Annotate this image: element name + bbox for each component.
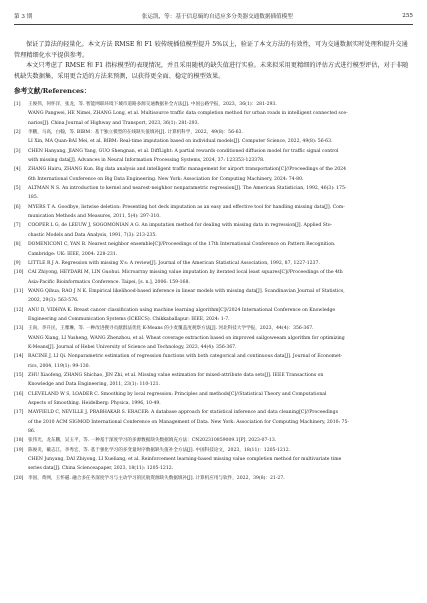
reference-line: 185. xyxy=(28,195,39,201)
reference-line: of the 2010 ACM SIGMOD International Conference on Management of Data. New York: Association for Computing Machinery, 2010: 75- xyxy=(28,419,349,425)
reference-item xyxy=(14,165,413,184)
reference-number: [12] xyxy=(14,307,24,313)
reference-line: CAI Zhiyong, HEYDARI M, LIN Guohui. Microarray missing value imputation by iterated local least squares[C]//Proceedings of the 4th xyxy=(28,270,343,276)
reference-text xyxy=(28,446,413,474)
reference-text xyxy=(28,324,413,352)
reference-item xyxy=(14,371,413,390)
reference-text xyxy=(28,436,413,445)
reference-number: [9] xyxy=(14,260,21,266)
running-title: 张运凯，等：基于信息熵的自适应多分类器交通数据插值模型 xyxy=(141,14,293,20)
issue-label: 第 3 期 xyxy=(14,14,33,20)
reference-line: series data[J]. China Scienceapaper, 2023, 18(11): 1205-1212. xyxy=(28,466,174,472)
reference-line: chastic Models and Data Analysis, 1991, 7(3): 213-235. xyxy=(28,232,157,238)
reference-number: [10] xyxy=(14,270,24,276)
reference-line: Aspects of Smoothing. Heidelberg: Physica, 1996, 10-49. xyxy=(28,401,161,406)
reference-line: CHEN Hanyang, JIANG Yang, GUO Shengnan, et al. DiffLight: A partial rewards conditioned diffusion model for traffic signal control xyxy=(28,148,339,154)
reference-text xyxy=(28,184,413,203)
paragraph: 本文只考虑了 RMSE 和 F1 指标模型的表现情况，并且采用随机的缺失值进行实验。未来拟采用更精细的评估方式进行模型评估，对于非随机缺失数据集，采用更合适的方法来预测，以获得更全面、稳定的模型效果。 xyxy=(14,62,409,80)
references-heading: 参考文献/References： xyxy=(14,87,91,95)
reference-text xyxy=(28,287,413,306)
reference-number: [2] xyxy=(14,130,21,136)
reference-line: 86. xyxy=(28,429,36,435)
reference-item xyxy=(14,100,413,128)
page-number: 255 xyxy=(402,13,413,19)
reference-line: CLEVELAND W S, LOADER C. Smoothing by local regression: Principles and methods[C]//Statistical Theory and Computational xyxy=(28,391,327,397)
reference-text xyxy=(28,203,413,222)
reference-number: [14] xyxy=(14,354,24,360)
conclusion-text xyxy=(14,40,413,82)
reference-line: ALTMAN N S. An introduction to kernel and nearest-neighbor nonparametric regression[J]. The American Statistician, 1992, 46(3): 175- xyxy=(28,186,347,192)
reference-line: WANG Qihua, RAO J N K. Empirical likelihood-based inference in linear models with missing data[J]. Scandinavian Journal of Statistics, xyxy=(28,288,345,294)
reference-text xyxy=(28,147,413,166)
reference-line: 陈俊炎，戴志江，李秀宏，等. 基于强化学习的多变量时序数据缺失值补全方法[J]. 中国科技论文，2023，18(11)：1205-1212. xyxy=(28,447,291,453)
reference-line: WANG Xiang, LI Yusheng, WANG Zhenzhou, et al. Wheat coverage extraction based on improved sailgoweeam algorithm for optimizing xyxy=(28,335,345,341)
reference-line: with missing data[J]. Advances in Neural Information Processing Systems, 2024, 37: 123353-123378. xyxy=(28,158,265,164)
reference-text xyxy=(28,306,413,325)
reference-line: Cambridge: UK: IEEE, 2004: 228-231. xyxy=(28,251,118,257)
reference-item xyxy=(14,203,413,222)
reference-line: ANU D, VIDHYA K. Breast cancer classification using machine learning algorithm[C]//2024 International Conference on Knowledge xyxy=(28,307,336,313)
reference-line: rics, 2004, 119(1): 99-130. xyxy=(28,363,91,369)
reference-line: CHEN Junyang, DAI Zhiyong, LI Xueliang, et al. Reinforcement learning-based missing value completion method for multivariate time xyxy=(28,457,342,463)
reference-item xyxy=(14,446,413,474)
reference-item xyxy=(14,128,413,147)
reference-text xyxy=(28,352,413,371)
reference-number: [1] xyxy=(14,102,21,107)
reference-item xyxy=(14,221,413,240)
reference-line: RACINE J, LI Qi. Nonparametric estimation of regression functions with both categorical and continuous data[J]. Journal of Economet- xyxy=(28,354,343,360)
reference-text xyxy=(28,474,413,483)
reference-line: 2002, 29(3): 563-576. xyxy=(28,298,79,304)
reference-line: 李国，黄网，王怀磁. 融合多任务深度学习与主动学习的民航资源缺失数据填补[J]. 计算机应用与软件，2022，39(8)：21-27. xyxy=(28,475,285,481)
reference-number: [13] xyxy=(14,326,24,332)
reference-line: COOPER L G, de LEEUW J, SOGOMONIAN A G. An imputation method for dealing with missing data in regression[J]. Applied Sto- xyxy=(28,223,333,229)
reference-line: ZHANG Hairu, ZHANG Kun. Big data analysis and intelligent traffic management for airport transportation[C]//Proceedings of the 2024 xyxy=(28,167,347,173)
reference-text xyxy=(28,128,413,147)
reference-item xyxy=(14,324,413,352)
reference-number: [20] xyxy=(14,475,24,481)
reference-line: WANG Pangwei, HE Nimei, ZHANG Long, et al. Multisource traffic data completion method for urban roads in intelligent connected sce- xyxy=(28,111,348,117)
reference-number: [15] xyxy=(14,372,24,378)
reference-line: narios[J]. China Journal of Highway and Transport, 2023, 36(1): 281-293. xyxy=(28,120,199,126)
reference-number: [16] xyxy=(14,391,24,397)
reference-item xyxy=(14,268,413,287)
reference-number: [4] xyxy=(14,167,21,173)
reference-line: K-Means[J]. Journal of Hebei University of Science and Technology, 2023, 44(4): 356-367. xyxy=(28,344,237,350)
reference-number: [18] xyxy=(14,438,24,444)
reference-line: MAYFIELD C, NEVILLE J, PRABHAKAR S. ERACER: A database approach for statistical inference and data cleaning[C]//Proceedings xyxy=(28,410,338,416)
reference-line: 李鹏，马高，白翰，等. BIBM：基于独立模型的在线缺失值填补[J]. 计算机科学，2022，49(8)：56-63. xyxy=(28,130,243,136)
reference-item xyxy=(14,240,413,259)
reference-number: [11] xyxy=(14,288,24,294)
reference-number: [5] xyxy=(14,186,21,192)
reference-line: Engineering and Communication Systems (ICKECS). Chikkaballapur: IEEE, 2024: 1-7. xyxy=(28,316,230,322)
reference-text xyxy=(28,240,413,259)
paragraph: 保证了算法的轻量化。本文方法 RMSE 和 F1 较传统插值模型提升 5%以上，验证了本文方法的有效性，可为交通数据实时处理和提升交通管理精细化水平提供参考。 xyxy=(14,41,408,59)
reference-number: [8] xyxy=(14,242,21,248)
reference-number: [19] xyxy=(14,447,24,453)
reference-item xyxy=(14,352,413,371)
reference-line: 王俊伟，何怀洋，张龙，等. 智能网联环境下城市道路多源交通数据补全方法[J]. 中国公路学报，2023，36(1)：281-293. xyxy=(28,102,277,107)
reference-line: ZHU Xiaofeng, ZHANG Shichao, JIN Zhi, et al. Missing value estimation for mixed-attribute data sets[J]. IEEE Transactions on xyxy=(28,372,324,378)
reference-item xyxy=(14,184,413,203)
reference-line: Asia-Pacific Bioinformatics Conference. Taipei, [s. n.], 2006: 159-168. xyxy=(28,279,190,285)
reference-item xyxy=(14,259,413,268)
reference-line: MYERS T A. Goodbye, listwise deletion: Presenting hot deck imputation as an easy and effective tool for handling missing data[J]. Com- xyxy=(28,204,345,210)
reference-text xyxy=(28,100,413,128)
references-list xyxy=(14,100,413,483)
reference-line: LI Xin, MA Quan-BAI Mei, et al. BIBM: Real-time imputation based on individual models[J]. Computer Science, 2022, 49(8): 56-63. xyxy=(28,139,333,145)
reference-text xyxy=(28,165,413,184)
reference-item xyxy=(14,408,413,436)
reference-item xyxy=(14,306,413,325)
header-rule xyxy=(14,24,413,25)
reference-text xyxy=(28,371,413,390)
reference-item xyxy=(14,474,413,483)
reference-line: DOMENICONI C, YAN B. Nearest neighbor ensemble[C]//Proceedings of the 17th International Conference on Pattern Recognition. xyxy=(28,242,336,248)
reference-line: 张伟光，龙东鹏，吴玉平，等. 一种基于深度学习的多源数据缺失数据填充方法：CN202310859009.1[P]. 2023-07-13. xyxy=(28,438,277,444)
reference-item xyxy=(14,287,413,306)
running-header xyxy=(14,10,413,22)
reference-text xyxy=(28,408,413,436)
reference-item xyxy=(14,147,413,166)
reference-line: munication Methods and Measures, 2011, 5(4): 297-310. xyxy=(28,214,161,220)
reference-number: [3] xyxy=(14,148,21,154)
reference-text xyxy=(28,259,413,268)
reference-text xyxy=(28,390,413,409)
reference-number: [7] xyxy=(14,223,21,229)
reference-text xyxy=(28,221,413,240)
reference-text xyxy=(28,268,413,287)
reference-number: [17] xyxy=(14,410,24,416)
reference-line: 6th International Conference on Big Data Engineering. New York: Association for Computing Machinery, 2024: 74-80. xyxy=(28,176,304,182)
reference-item xyxy=(14,390,413,409)
reference-line: LITTLE R J A. Regression with missing X's: A review[J]. Journal of the American Statistical Association, 1992, 87, 1227-1237. xyxy=(28,260,320,266)
reference-line: Knowledge and Data Engineering, 2011, 23(1): 110-121. xyxy=(28,382,161,388)
reference-line: 王尚，李升民，王雅琳，等. 一种改进搜寻贡献群法优化 K-Means 的小麦覆盖度观察方法[J]. 河北科技大学学报，2023，44(4)：356-367. xyxy=(28,326,314,332)
reference-number: [6] xyxy=(14,204,21,210)
reference-item xyxy=(14,436,413,445)
